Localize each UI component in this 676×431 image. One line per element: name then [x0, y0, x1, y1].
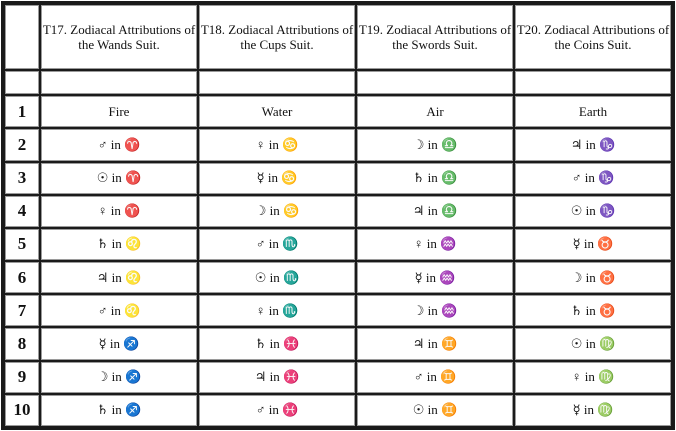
table-row: [5, 229, 671, 260]
cell-coins: ♃ in ♑: [515, 129, 671, 160]
cell-swords: ♄ in ♎: [357, 163, 513, 194]
cell-swords: ♃ in ♎: [357, 196, 513, 227]
row-number: 1: [5, 96, 39, 127]
cell-cups: ♂ in ♏: [199, 229, 355, 260]
cell-cups: ♀ in ♏: [199, 295, 355, 326]
header-t20-coins: T20. Zodiacal Attributions of the Coins Suit.: [515, 5, 671, 69]
cell-swords: ☽ in ♒: [357, 295, 513, 326]
blank-cell: [41, 71, 197, 94]
cell-coins: ♂ in ♑: [515, 163, 671, 194]
table-row: [5, 328, 671, 359]
blank-cell: [357, 71, 513, 94]
cell-wands: ♃ in ♌: [41, 262, 197, 293]
cell-wands: ♂ in ♈: [41, 129, 197, 160]
cell-wands: ♄ in ♌: [41, 229, 197, 260]
row-number: 5: [5, 229, 39, 260]
cell-cups: ♄ in ♓: [199, 328, 355, 359]
cell-coins: ☉ in ♍: [515, 328, 671, 359]
cell-cups: ☉ in ♏: [199, 262, 355, 293]
table-body: [5, 96, 671, 426]
header-corner: [5, 5, 39, 69]
blank-row: [5, 71, 671, 94]
zodiac-attributions-table-frame: [1, 1, 675, 430]
header-row: [5, 5, 671, 69]
cell-swords: ♀ in ♒: [357, 229, 513, 260]
row-number: 9: [5, 362, 39, 393]
row-number: 10: [5, 395, 39, 426]
cell-swords: ☽ in ♎: [357, 129, 513, 160]
row-number: 6: [5, 262, 39, 293]
cell-coins: ☉ in ♑: [515, 196, 671, 227]
table-row: [5, 295, 671, 326]
cell-wands: ☿ in ♐: [41, 328, 197, 359]
blank-cell: [199, 71, 355, 94]
table-row: [5, 129, 671, 160]
cell-cups: Water: [199, 96, 355, 127]
row-number: 3: [5, 163, 39, 194]
cell-swords: ♂ in ♊: [357, 362, 513, 393]
cell-cups: ☿ in ♋: [199, 163, 355, 194]
cell-swords: ♃ in ♊: [357, 328, 513, 359]
table-row: [5, 262, 671, 293]
cell-coins: ☿ in ♍: [515, 395, 671, 426]
blank-cell: [5, 71, 39, 94]
cell-swords: Air: [357, 96, 513, 127]
cell-cups: ♀ in ♋: [199, 129, 355, 160]
cell-coins: ☿ in ♉: [515, 229, 671, 260]
cell-cups: ☽ in ♋: [199, 196, 355, 227]
cell-wands: ☽ in ♐: [41, 362, 197, 393]
table-row: [5, 362, 671, 393]
cell-wands: ☉ in ♈: [41, 163, 197, 194]
cell-coins: ♀ in ♍: [515, 362, 671, 393]
cell-wands: Fire: [41, 96, 197, 127]
table-row: [5, 395, 671, 426]
zodiac-attributions-table: [3, 3, 673, 428]
table-row: [5, 96, 671, 127]
cell-wands: ♀ in ♈: [41, 196, 197, 227]
row-number: 7: [5, 295, 39, 326]
cell-coins: ♄ in ♉: [515, 295, 671, 326]
cell-coins: Earth: [515, 96, 671, 127]
header-t19-swords: T19. Zodiacal Attributions of the Swords Suit.: [357, 5, 513, 69]
header-t18-cups: T18. Zodiacal Attributions of the Cups Suit.: [199, 5, 355, 69]
table-row: [5, 163, 671, 194]
row-number: 2: [5, 129, 39, 160]
cell-wands: ♄ in ♐: [41, 395, 197, 426]
table-row: [5, 196, 671, 227]
blank-cell: [515, 71, 671, 94]
cell-coins: ☽ in ♉: [515, 262, 671, 293]
header-t17-wands: T17. Zodiacal Attributions of the Wands Suit.: [41, 5, 197, 69]
cell-swords: ☉ in ♊: [357, 395, 513, 426]
row-number: 8: [5, 328, 39, 359]
cell-cups: ♃ in ♓: [199, 362, 355, 393]
cell-swords: ☿ in ♒: [357, 262, 513, 293]
row-number: 4: [5, 196, 39, 227]
cell-wands: ♂ in ♌: [41, 295, 197, 326]
cell-cups: ♂ in ♓: [199, 395, 355, 426]
